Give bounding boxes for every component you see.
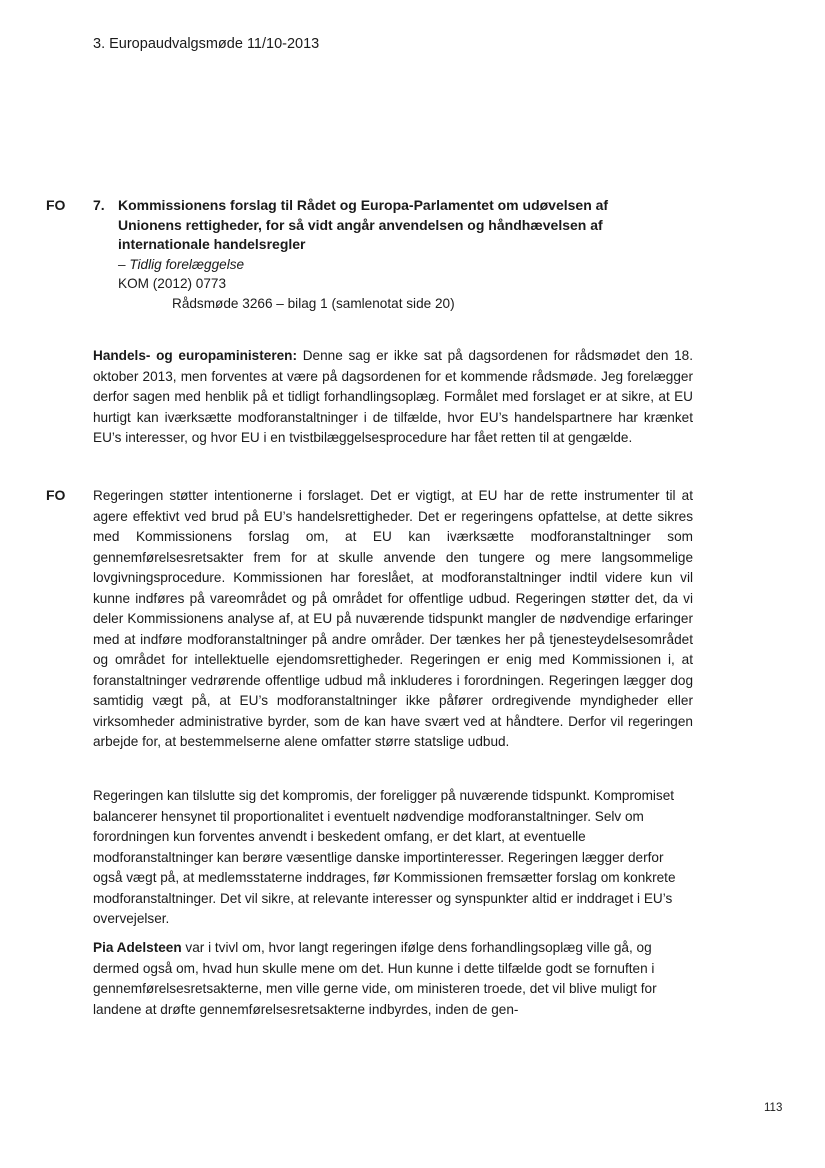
page-header: 3. Europaudvalgsmøde 11/10-2013 [93, 36, 320, 52]
paragraph-text: var i tvivl om, hvor langt regeringen ifølge dens forhandlingsoplæg ville gå, og dermed også om, hvad hun skulle mene om det. Hun kunne i dette tilfælde godt se fornuften i gennemførelsesretsakterne, men ville gerne vide, om ministeren troede, det vil blive muligt for landene at drøfte gennemførelsesretsakterne indbyrdes, inden de gen- [93, 940, 657, 1017]
paragraph-text: Regeringen kan tilslutte sig det kompromis, der foreligger på nuværende tidspunkt. Kompromiset balancerer hensynet til proportionalitet i eventuelt nødvendige modforanstaltninger. Selv om forordningen kun forventes anvendt i beskedent omfang, er det klart, at eventuelle modforanstaltninger kan berøre væsentlige danske importinteresser. Regeringen lægger derfor også vægt på, at medlemsstaterne inddrages, før Kommissionen fremsætter forslag om konkrete modforanstaltninger. Det vil sikre, at relevante interesser og synspunkter altid er inddraget i EU’s overvejelser. [93, 788, 676, 926]
margin-label-fo-2: FO [46, 487, 66, 503]
paragraph-text: Denne sag er ikke sat på dagsordenen for rådsmødet den 18. oktober 2013, men forventes at være på dagsordenen for et kommende rådsmøde. Jeg forelægger derfor sagen med henblik på et tidligt forhandlingsoplæg. Formålet med forslaget er at sikre, at EU hurtigt kan iværksætte modforanstaltninger i de tilfælde, hvor EU’s handelspartnere har krænket EU’s interesser, og hvor EU i en tvistbilæggelsesprocedure har fået retten til at gengælde. [93, 348, 693, 445]
agenda-title: Kommissionens forslag til Rådet og Europa-Parlamentet om udøvelsen af Unionens rettigheder, for så vidt angår anvendelsen og håndhævelsen af internationale handelsregler [118, 197, 609, 252]
paragraph-pia-adelsteen [93, 938, 693, 1020]
agenda-number: 7. [93, 197, 105, 213]
agenda-subtitle: – Tidlig forelæggelse [118, 256, 245, 272]
speaker-name: Pia Adelsteen [93, 940, 182, 955]
margin-label-fo-1: FO [46, 197, 66, 213]
paragraph-government-support [93, 486, 693, 753]
page-number: 113 [764, 1102, 783, 1114]
agenda-title-row [93, 196, 653, 255]
agenda-meeting-ref: Rådsmøde 3266 – bilag 1 (samlenotat side 20) [172, 295, 455, 311]
paragraph-minister [93, 346, 693, 449]
paragraph-text: Regeringen støtter intentionerne i forslaget. Det er vigtigt, at EU har de rette instrumenter til at agere effektivt ved brud på EU’s handelsrettigheder. Det er regeringens opfattelse, at dette sikres med Kommissionens forslag om, at EU kan iværksætte modforanstaltninger som gennemførelsesretsakter frem for at skulle anvende den tungere og mere langsommelige lovgivningsprocedure. Kommissionen har foreslået, at modforanstaltninger indtil videre kun vil kunne indføres på vareområdet og på området for offentlige udbud. Regeringen støtter det, da vi deler Kommissionens analyse af, at EU på nuværende tidspunkt mangler de nødvendige erfaringer med at indføre modforanstaltninger på andre områder. Der tænkes her på tjenesteydelsesområdet og området for intellektuelle ejendomsrettigheder. Regeringen er enig med Kommissionen i, at foranstaltninger vedrørende offentlige udbud må inkluderes i forordningen. Regeringen lægger dog samtidig vægt på, at EU’s modforanstaltninger ikke påfører ordregivende myndigheder eller virksomheder administrative byrder, som de kan have svært ved at håndtere. Derfor vil regeringen arbejde for, at bestemmelserne alene omfatter større statslige udbud. [93, 488, 693, 749]
agenda-reference: KOM (2012) 0773 [118, 276, 227, 291]
paragraph-government-compromise [93, 786, 693, 930]
agenda-item [93, 196, 653, 313]
speaker-name: Handels- og europaministeren: [93, 348, 298, 363]
